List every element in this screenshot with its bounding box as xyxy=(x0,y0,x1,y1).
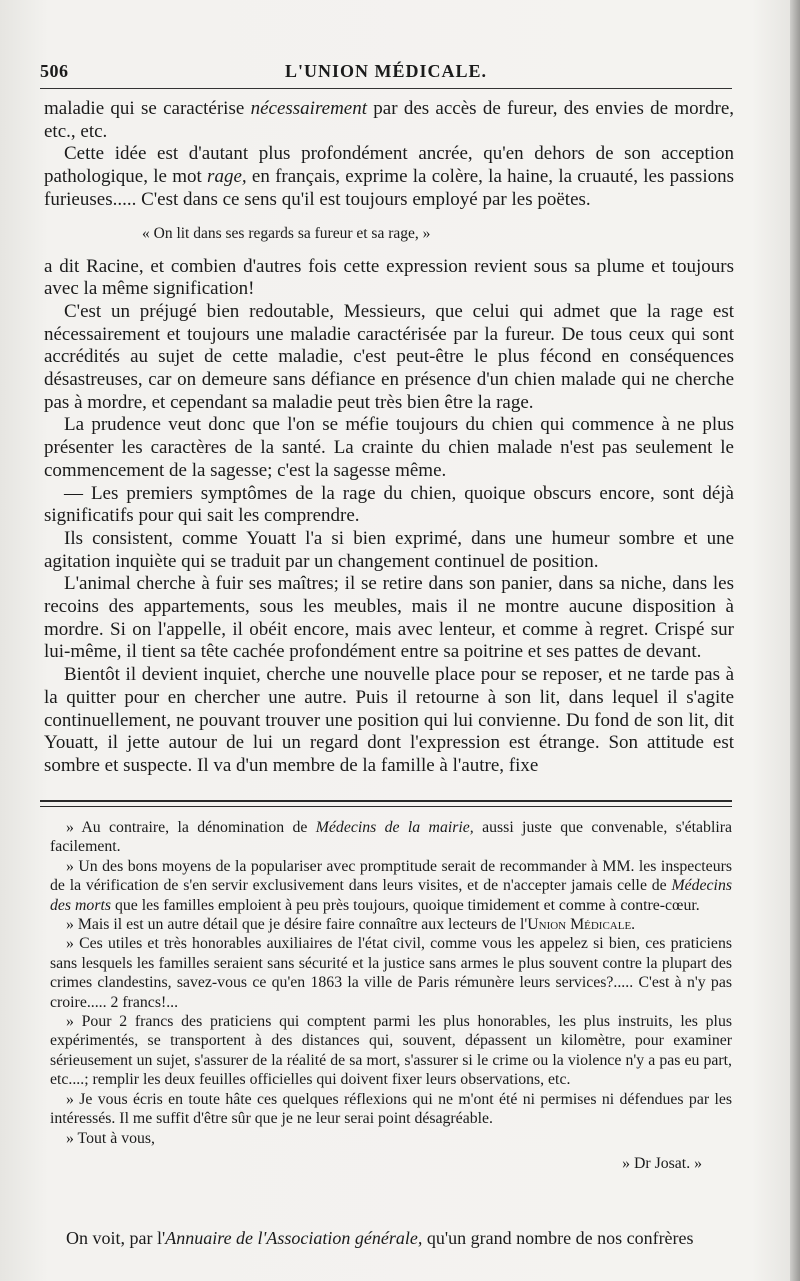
page-number: 506 xyxy=(40,61,69,81)
footnote-paragraph: » Mais il est un autre détail que je désire faire connaître aux lecteurs de l'Union Médicale. xyxy=(66,916,636,934)
page-header xyxy=(40,55,732,85)
paragraph: — Les premiers symptômes de la rage du chien, quoique obscurs encore, sont déjà significatifs pour qui sait les comprendre. xyxy=(44,482,734,527)
footnote-paragraph: » Tout à vous, xyxy=(66,1129,155,1147)
footnote-paragraph: » Un des bons moyens de la populariser avec promptitude serait de recommander à MM. les inspecteurs de la vérification de s'en servir exclusivement dans leurs visites, et de n'accepter jamais celle de Médecins des morts que les familles emploient à peu près toujours, quoique timidement et comme à contre-cœur. xyxy=(50,857,732,914)
paragraph: C'est un préjugé bien redoutable, Messieurs, que celui qui admet que la rage est nécessairement et toujours une maladie caractérisée par la fureur. De tous ceux qui sont accrédités au sujet de cette maladie, c'est peut-être le plus fécond en conséquences désastreuses, car on demeure sans défiance en présence d'un chien malade qui ne cherche pas à mordre, et cependant sa maladie peut très bien être la rage. xyxy=(44,300,734,413)
paragraph: La prudence veut donc que l'on se méfie toujours du chien qui commence à ne plus présenter les caractères de la santé. La crainte du chien malade n'est pas seulement le commencement de la sagesse; c'est la sagesse même. xyxy=(44,414,734,481)
running-title: L'UNION MÉDICALE. xyxy=(284,61,488,81)
page-binding-edge xyxy=(790,0,800,1281)
footnote-paragraph: » Je vous écris en toute hâte ces quelques réflexions qui ne m'ont été ni permises ni défendues par les intéressés. Il me suffit d'être sûr que je ne leur serai point désagréable. xyxy=(50,1090,732,1128)
continuation-line: On voit, par l'Annuaire de l'Association générale, qu'un grand nombre de nos confrères xyxy=(66,1228,694,1248)
footnote-paragraph: » Pour 2 francs des praticiens qui comptent parmi les plus honorables, les plus instruits, les plus expérimentés, se transportent à des distances qui, souvent, dépassent un kilomètre, pour examiner sérieusement un sujet, s'assurer de la réalité de sa mort, s'assurer si le crime ou la violence n'y a pas eu part, etc....; remplir les deux feuilles officielles qui doivent fixer leurs observations, etc. xyxy=(50,1013,732,1089)
paragraph: L'animal cherche à fuir ses maîtres; il se retire dans son panier, dans sa niche, dans les recoins des appartements, sous les meubles, mais il ne montre aucune disposition à mordre. Si on l'appelle, il obéit encore, mais avec lenteur, et comme à regret. Crispé sur lui-même, il tient sa tête cachée profondément entre sa poitrine et ses pattes de devant. xyxy=(44,573,734,663)
main-text xyxy=(44,98,734,778)
signature: » Dr Josat. » xyxy=(622,1154,702,1172)
footnote-paragraph: » Au contraire, la dénomination de Médecins de la mairie, aussi juste que convenable, s'établira facilement. xyxy=(50,819,733,856)
footnote-paragraph: » Ces utiles et très honorables auxiliaires de l'état civil, comme vous les appelez si bien, ces praticiens sans lesquels les familles seraient sans sécurité et la justice sans armes le plus souvent contre la plupart des crimes clandestins, savez-vous ce qu'en 1863 la ville de Paris rémunère leurs services?..... C'est à n'y pas croire..... 2 francs!... xyxy=(50,935,732,1011)
paragraph: Bientôt il devient inquiet, cherche une nouvelle place pour se reposer, et ne tarde pas à la quitter pour en chercher une autre. Puis il retourne à son lit, dans lequel il s'agite continuellement, ne pouvant trouver une position qui lui convienne. Du fond de son lit, dit Youatt, il jette autour de lui un regard dont l'expression est étrange. Son attitude est sombre et suspecte. Il va d'un membre de la famille à l'autre, fixe xyxy=(44,664,734,776)
footnote-block xyxy=(50,818,732,1173)
paragraph: a dit Racine, et combien d'autres fois cette expression revient sous sa plume et toujours avec la même signification! xyxy=(44,255,734,300)
paragraph: Cette idée est d'autant plus profondément ancrée, qu'en dehors de son acception pathologique, le mot rage, en français, exprime la colère, la haine, la cruauté, les passions furieuses..... C'est dans ce sens qu'il est toujours employé par les poëtes. xyxy=(44,143,734,210)
footnote-separator xyxy=(40,800,732,807)
paragraph: Ils consistent, comme Youatt l'a si bien exprimé, dans une humeur sombre et une agitation inquiète qui se traduit par un changement continuel de position. xyxy=(44,527,734,572)
verse-quote: « On lit dans ses regards sa fureur et sa rage, » xyxy=(142,224,431,242)
header-rule xyxy=(40,88,732,89)
paragraph: maladie qui se caractérise nécessairement par des accès de fureur, des envies de mordre, etc., etc. xyxy=(44,98,734,142)
